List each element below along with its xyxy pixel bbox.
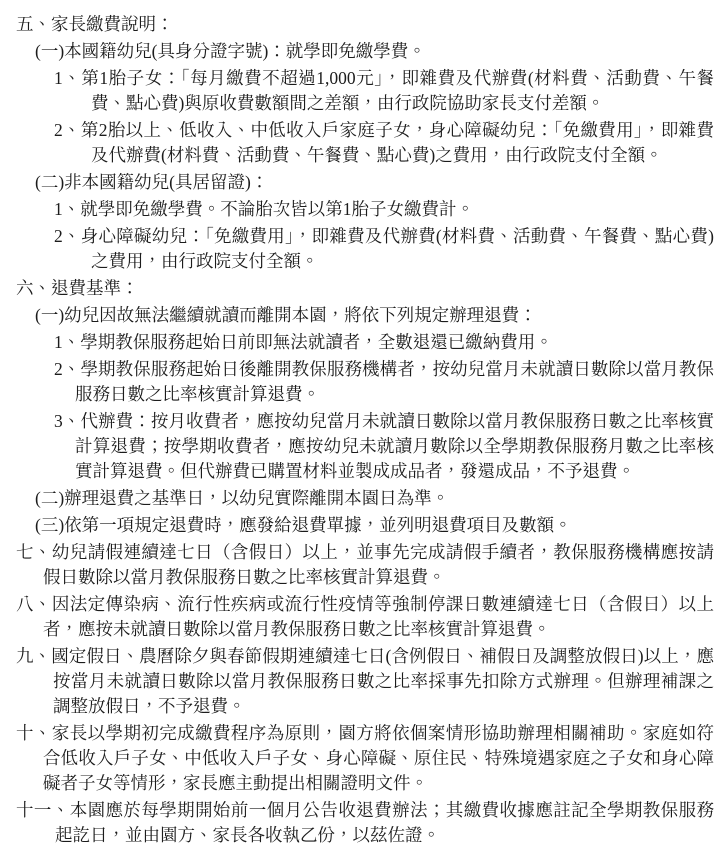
section-6-clause-1-item-2: 2、學期教保服務起始日後離開教保服務機構者，按幼兒當月未就讀日數除以當月教保服務日數之比率核實計算退費。 [54,359,714,404]
section-5-clause-2-item-1: 1、就學即免繳學費。不論胎次皆以第1胎子女繳費計。 [54,199,474,219]
section-5-clause-1: (一)本國籍幼兒(具身分證字號)：就學即免繳學費。 [35,41,426,61]
section-10-paragraph: 十、家長以學期初完成繳費程序為原則，園方將依個案情形協助辦理相關補助。家庭如符合低收入戶子女、中低收入戶子女、身心障礙、原住民、特殊境遇家庭之子女和身心障礙者子女等情形，家長應主動提出相關證明文件。 [16,723,714,793]
section-5-clause-1-item-2: 2、第2胎以上、低收入、中低收入戶家庭子女，身心障礙幼兒：「免繳費用」，即雜費及代辦費(材料費、活動費、午餐費、點心費)之費用，由行政院支付全額。 [54,120,714,165]
section-11-paragraph: 十一、本園應於每學期開始前一個月公告收退費辦法；其繳費收據應註記全學期教保服務起訖日，並由園方、家長各收執乙份，以茲佐證。 [16,800,714,845]
section-6-clause-1-item-1: 1、學期教保服務起始日前即無法就讀者，全數退還已繳納費用。 [54,332,553,352]
section-5-heading: 五、家長繳費說明： [16,14,174,34]
section-9-paragraph: 九、國定假日、農曆除夕與春節假期連續達七日(含例假日、補假日及調整放假日)以上，應按當月未就讀日數除以當月教保服務日數之比率採事先扣除方式辦理。但辦理補課之調整放假日，不予退費。 [16,646,714,716]
section-5-clause-2: (二)非本國籍幼兒(具居留證)： [35,172,269,192]
section-8-paragraph: 八、因法定傳染病、流行性疾病或流行性疫情等強制停課日數連續達七日（含假日）以上者，應按未就讀日數除以當月教保服務日數之比率核實計算退費。 [16,594,714,639]
section-5-clause-1-item-1: 1、第1胎子女：「每月繳費不超過1,000元」，即雜費及代辦費(材料費、活動費、午餐費、點心費)與原收費數額間之差額，由行政院協助家長支付差額。 [54,68,714,113]
section-6-clause-3: (三)依第一項規定退費時，應發給退費單據，並列明退費項目及數額。 [35,515,572,535]
section-6-clause-2: (二)辦理退費之基準日，以幼兒實際離開本園日為準。 [35,488,450,508]
section-6-heading: 六、退費基準： [16,278,139,298]
section-6-clause-1: (一)幼兒因故無法繼續就讀而離開本園，將依下列規定辦理退費： [35,305,537,325]
section-6-clause-1-item-3: 3、代辦費：按月收費者，應按幼兒當月未就讀日數除以當月教保服務日數之比率核實計算退費；按學期收費者，應按幼兒未就讀月數除以全學期教保服務月數之比率核實計算退費。但代辦費已購置材料並製成成品者，發還成品，不予退費。 [54,411,714,481]
section-5-clause-2-item-2: 2、身心障礙幼兒：「免繳費用」，即雜費及代辦費(材料費、活動費、午餐費、點心費)之費用，由行政院支付全額。 [54,226,714,271]
section-7-paragraph: 七、幼兒請假連續達七日（含假日）以上，並事先完成請假手續者，教保服務機構應按請假日數除以當月教保服務日數之比率核實計算退費。 [16,542,714,587]
